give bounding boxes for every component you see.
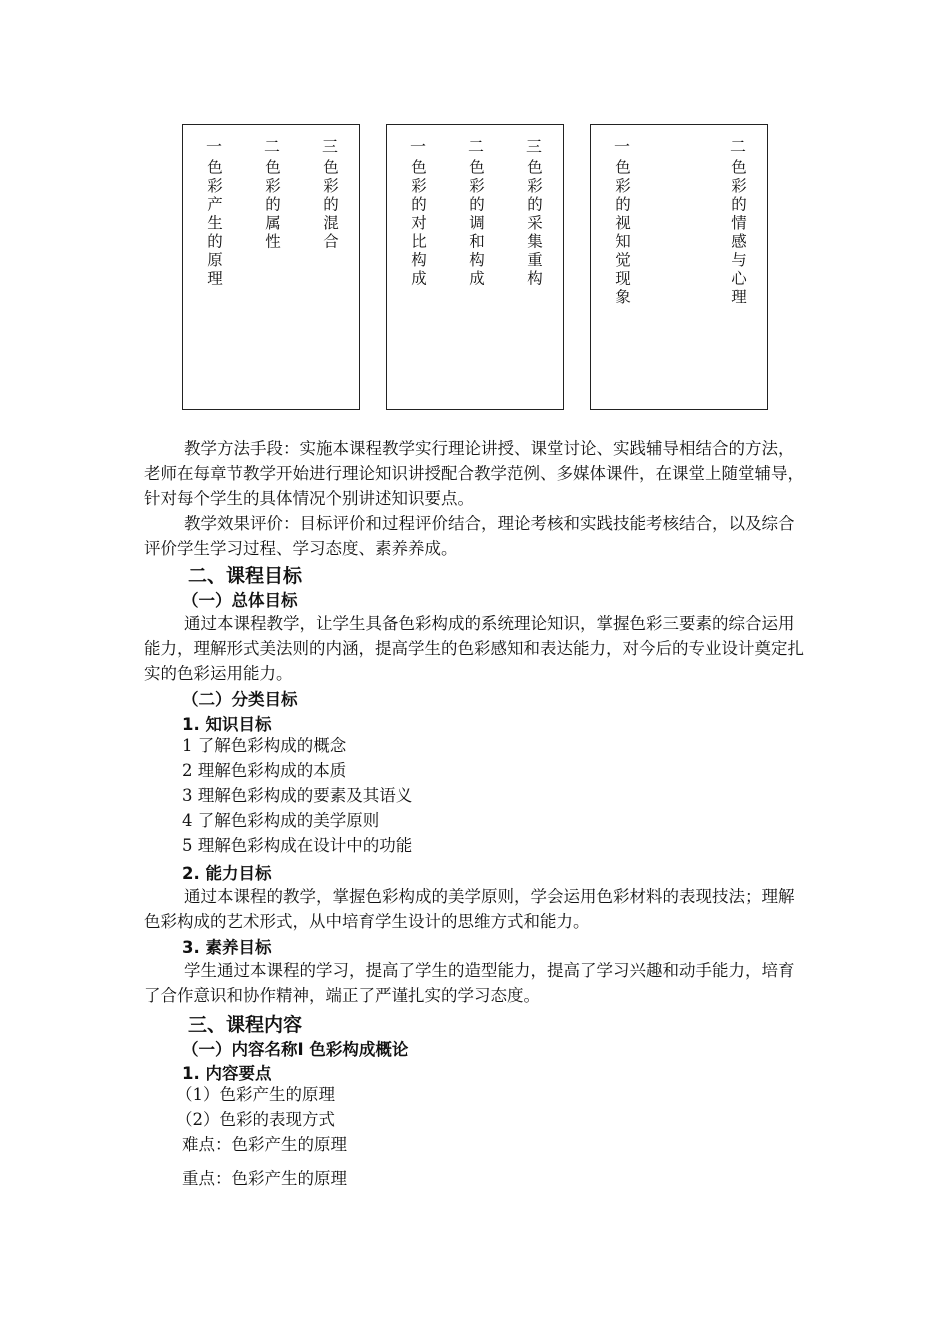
unit1-heading: （一）内容名称Ⅰ 色彩构成概论 xyxy=(182,1040,409,1059)
column-text: 色彩的混合 xyxy=(321,159,339,252)
column-text: 色彩的情感与心理 xyxy=(729,159,747,307)
column-number: 一 xyxy=(409,137,426,156)
diagram-column xyxy=(727,137,749,307)
column-text: 色彩的调和构成 xyxy=(467,159,485,289)
difficulty-line: 难点：色彩产生的原理 xyxy=(182,1135,347,1154)
diagram-box-1 xyxy=(182,124,360,410)
category-goal-heading: （二）分类目标 xyxy=(182,690,298,709)
section-heading-content: 三、课程内容 xyxy=(188,1014,303,1036)
column-number: 一 xyxy=(613,137,630,156)
column-text: 色彩的属性 xyxy=(263,159,281,252)
knowledge-item: 2 理解色彩构成的本质 xyxy=(182,761,347,780)
column-text: 色彩的采集重构 xyxy=(525,159,543,289)
overall-goal-paragraph: 通过本课程教学，让学生具备色彩构成的系统理论知识，掌握色彩三要素的综合运用能力，理解形式美法则的内涵，提高学生的色彩感知和表达能力，对今后的专业设计奠定扎实的色彩运用能力。 xyxy=(144,614,804,683)
diagram-column xyxy=(523,137,545,289)
section-heading-goals: 二、课程目标 xyxy=(188,565,303,587)
column-number: 一 xyxy=(205,137,222,156)
column-number: 三 xyxy=(321,137,338,156)
overall-goal-heading: （一）总体目标 xyxy=(182,591,298,610)
diagram-column xyxy=(465,137,487,289)
diagram-column xyxy=(319,137,341,252)
column-number: 二 xyxy=(263,137,280,156)
diagram-column xyxy=(203,137,225,289)
content-points-heading: 1. 内容要点 xyxy=(182,1064,272,1083)
column-number: 二 xyxy=(467,137,484,156)
column-text: 色彩产生的原理 xyxy=(205,159,223,289)
diagram-column xyxy=(261,137,283,252)
teaching-method-paragraph: 教学方法手段：实施本课程教学实行理论讲授、课堂讨论、实践辅导相结合的方法，老师在每章节教学开始进行理论知识讲授配合教学范例、多媒体课件，在课堂上随堂辅导，针对每个学生的具体情况个别讲述知识要点。 xyxy=(144,439,804,508)
knowledge-item: 1 了解色彩构成的概念 xyxy=(182,736,347,755)
column-number: 三 xyxy=(525,137,542,156)
diagram-column xyxy=(611,137,633,307)
diagram-box-3 xyxy=(590,124,768,410)
evaluation-paragraph: 教学效果评价：目标评价和过程评价结合，理论考核和实践技能考核结合，以及综合评价学生学习过程、学习态度、素养养成。 xyxy=(144,514,795,558)
literacy-goal-paragraph: 学生通过本课程的学习，提高了学生的造型能力，提高了学习兴趣和动手能力，培育了合作意识和协作精神，端正了严谨扎实的学习态度。 xyxy=(144,961,795,1005)
knowledge-item: 5 理解色彩构成在设计中的功能 xyxy=(182,836,413,855)
column-text: 色彩的视知觉现象 xyxy=(613,159,631,307)
diagram-column xyxy=(407,137,429,289)
knowledge-item: 3 理解色彩构成的要素及其语义 xyxy=(182,786,413,805)
key-point-line: 重点：色彩产生的原理 xyxy=(182,1169,347,1188)
ability-goal-heading: 2. 能力目标 xyxy=(182,864,272,883)
diagram-box-2 xyxy=(386,124,564,410)
column-text: 色彩的对比构成 xyxy=(409,159,427,289)
literacy-goal-heading: 3. 素养目标 xyxy=(182,938,272,957)
content-point: （1）色彩产生的原理 xyxy=(176,1085,335,1104)
knowledge-item: 4 了解色彩构成的美学原则 xyxy=(182,811,380,830)
column-number: 二 xyxy=(729,137,746,156)
ability-goal-paragraph: 通过本课程的教学，掌握色彩构成的美学原则，学会运用色彩材料的表现技法；理解色彩构成的艺术形式，从中培育学生设计的思维方式和能力。 xyxy=(144,887,795,931)
content-point: （2）色彩的表现方式 xyxy=(176,1110,335,1129)
knowledge-goal-heading: 1. 知识目标 xyxy=(182,715,272,734)
